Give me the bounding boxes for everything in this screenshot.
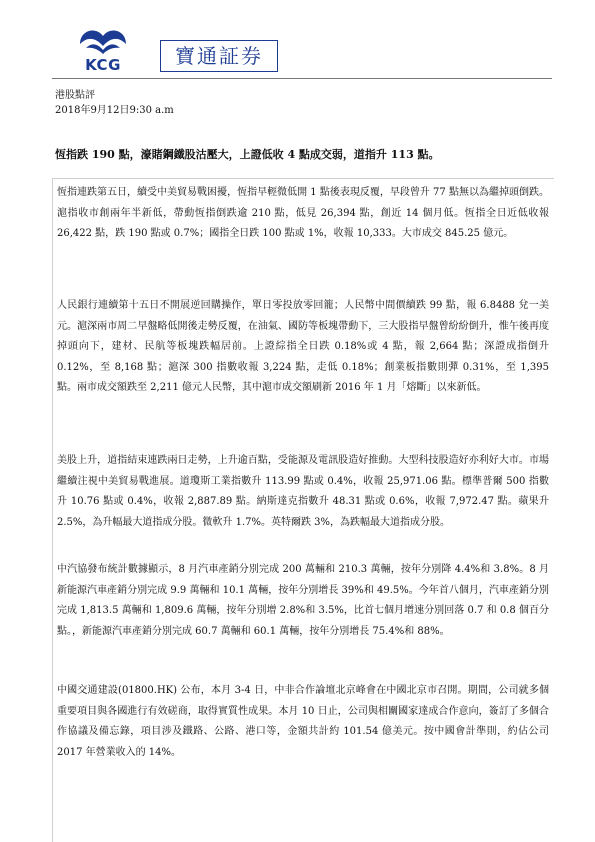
paragraph-hsi: 恆指連跌第五日，續受中美貿易戰困擾，恆指早輕微低開 1 點後表現反覆，早段曾升 77 點無以為繼掉頭倒跌。滬指收市創兩年半新低，帶動恆指倒跌逾 210 點，低見 26,394 點，創近 14 個月低。恆指全日近低收報 26,422 點，跌 190 點或 0.7%；國指全日跌 100 點或 1%，收報 10,333。大市成交 845.25 億元。 [57, 187, 549, 239]
report-category: 港股點評 [55, 90, 95, 101]
report-body [52, 178, 554, 842]
paragraph-auto-sales: 中汽協發布統計數據顯示，8 月汽車產銷分別完成 200 萬輛和 210.3 萬輛，按年分別降 4.4%和 3.8%。8 月新能源汽車產銷分別完成 9.9 萬輛和 10.1 萬輛，按年分別增長 39%和 49.5%。今年首八個月，汽車產銷分別完成 1,813.5 萬輛和 1,809.6 萬輛，按年分別增 2.8%和 3.5%，比首七個月增速分別回落 0.7 和 0.8 個百分點。，新能源汽車產銷分別完成 60.7 萬輛和 60.1 萬輛，按年分別增長 75.4%和 88%。 [57, 564, 549, 637]
report-datetime: 2018年9月12日9:30 a.m [55, 105, 174, 116]
kcg-logo [72, 24, 134, 72]
header-divider [52, 78, 552, 79]
brand-box [160, 40, 278, 72]
logo-text: KCG [85, 56, 121, 74]
paragraph-us-market: 美股上升，道指結束連跌兩日走勢，上升逾百點，受能源及電訊股造好推動。大型科技股造好亦利好大市。市場繼續注視中美貿易戰進展。道瓊斯工業指數升 113.99 點或 0.4%，收報 25,971.06 點。標準普爾 500 指數升 10.76 點或 0.4%，收報 2,887.89 點。納斯達克指數升 48.31 點或 0.6%，收報 7,972.47 點。蘋果升 2.5%，為升幅最大道指成分股。微軟升 1.7%。英特爾跌 3%，為跌幅最大道指成分股。 [57, 455, 549, 528]
paragraph-cccc: 中國交通建設(01800.HK) 公布，本月 3-4 日，中非合作論壇北京峰會在中國北京市召開。期間，公司就多個重要項目與各國進行有效磋商，取得實質性成果。本月 10 日止，公司與相關國家達成合作意向，簽訂了多個合作協議及備忘錄，項目涉及鐵路、公路、港口等，金額共計約 101.54 億美元。按中國會計準則，約佔公司 2017 年營業收入的 14%。 [57, 685, 549, 758]
headline: 恆指跌 190 點，濠賭鋼鐵股沽壓大，上證低收 4 點成交弱，道指升 113 點。 [55, 148, 440, 161]
paragraph-china-market: 人民銀行連續第十五日不開展逆回購操作，單日零投放零回籠；人民幣中間價續跌 99 點，報 6.8488 兌一美元。滬深兩市周二早盤略低開後走勢反覆，在油氣、國防等板塊帶動下，三大股指早盤曾紛紛倒升，惟午後再度掉頭向下，建材、民航等板塊跌幅居前。上證綜指全日跌 0.18%或 4 點，報 2,664 點；深證成指倒升 0.12%，至 8,168 點；滬深 300 指數收報 3,224 點，走低 0.18%；創業板指數則彈 0.31%，至 1,395 點。兩市成交額跌至 2,211 億元人民幣，其中滬市成交額刷新 2016 年 1 月「熔斷」以來新低。 [57, 300, 549, 393]
brand-name: 寶通証券 [175, 44, 263, 68]
report-meta [55, 88, 174, 118]
logo-emblem-icon [72, 24, 134, 58]
